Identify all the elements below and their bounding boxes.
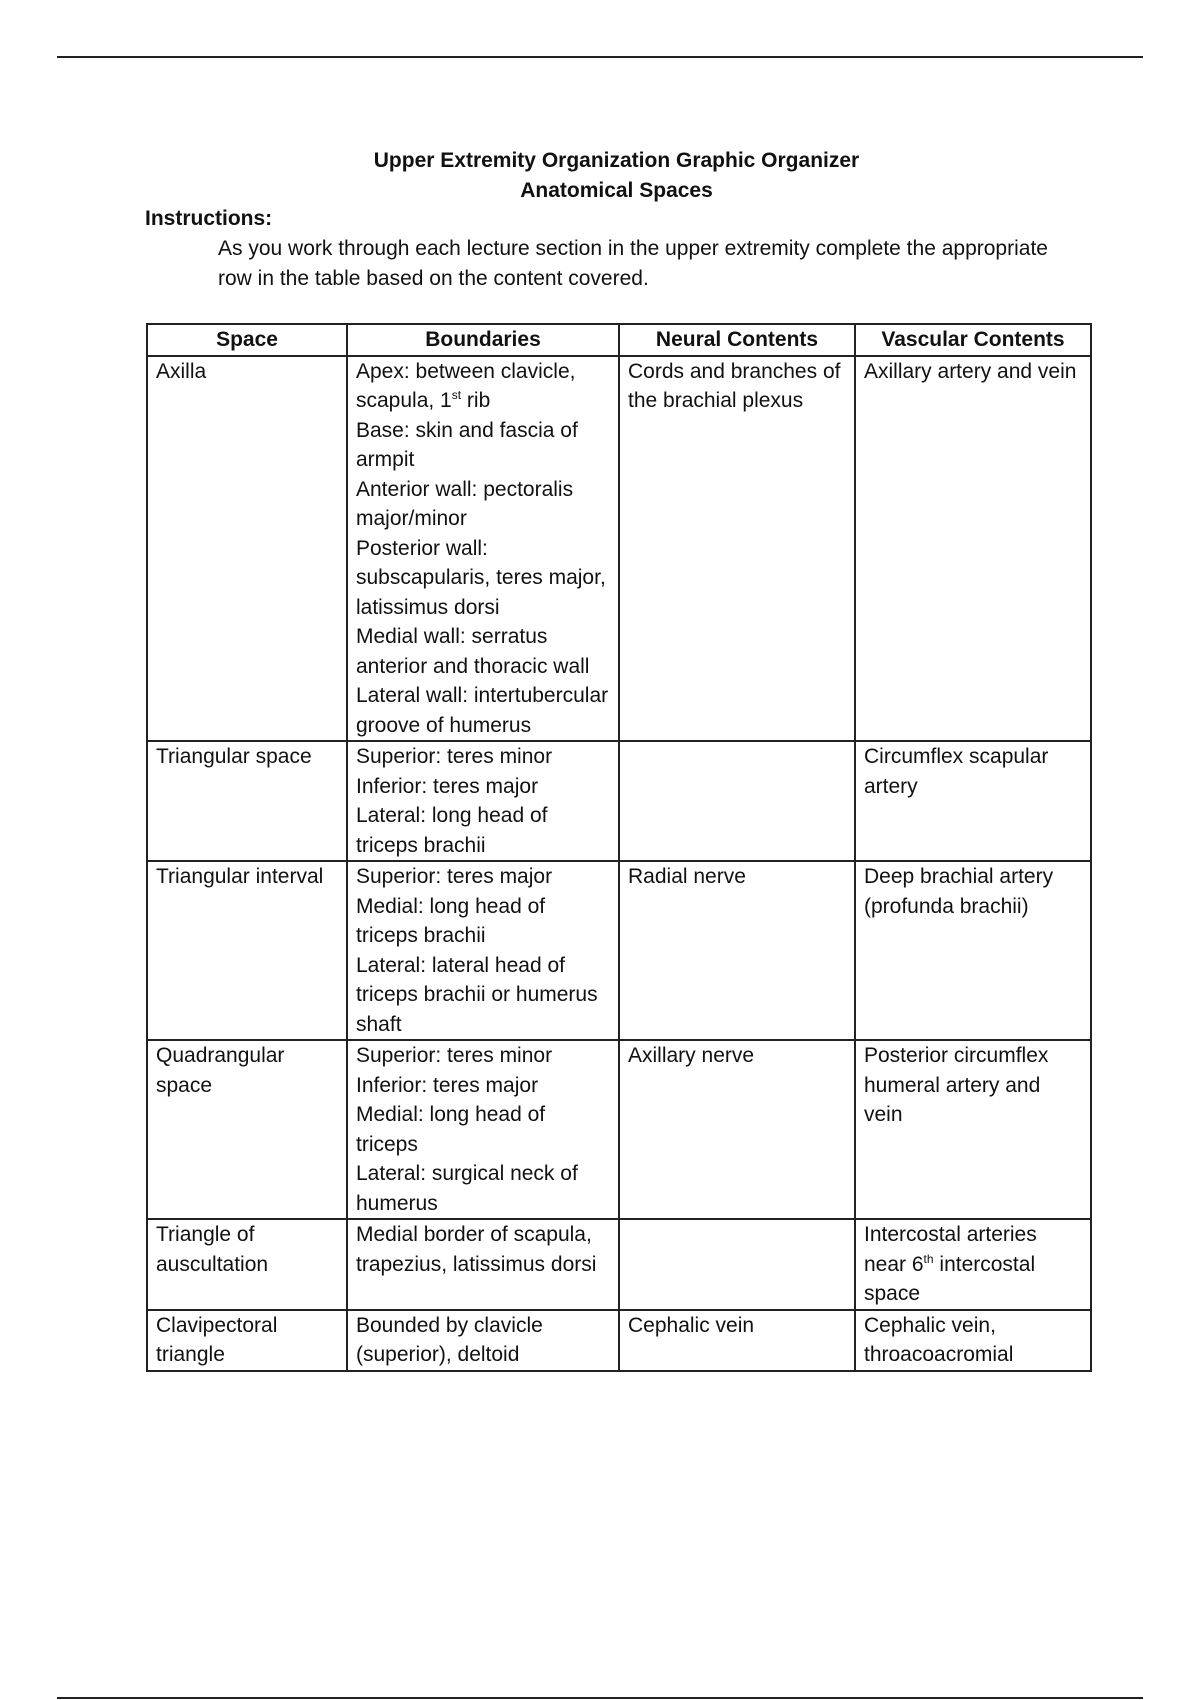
page-title: Upper Extremity Organization Graphic Organizer [373,149,860,172]
boundary-line: Lateral: lateral head of triceps brachii or humerus shaft [356,953,598,1036]
boundaries-cell [347,356,619,742]
boundary-line: Lateral wall: intertubercular groove of humerus [356,684,609,737]
space-cell: Triangle of auscultation [147,1219,347,1310]
ordinal-suffix: st [451,388,462,402]
header-rule [57,56,1143,58]
title-block [0,146,1200,206]
table-row [147,1219,1091,1310]
table-row [147,741,1091,861]
space-cell: Triangular space [147,741,347,861]
boundaries-cell [347,1219,619,1310]
boundaries-cell [347,741,619,861]
boundary-line: Inferior: teres major [356,774,539,798]
boundary-text: rib [461,389,491,412]
boundary-line: Lateral: long head of triceps brachii [356,804,548,857]
vascular-cell: Posterior circumflex humeral artery and vein [855,1040,1091,1219]
instructions-label: Instructions: [145,207,273,230]
table-row [147,1310,1091,1371]
table-header-row [147,324,1091,356]
footer-rule [57,1697,1143,1699]
neural-cell: Radial nerve [619,861,855,1040]
boundary-line: Apex: between clavicle, [356,359,576,383]
space-cell: Clavipectoral triangle [147,1310,347,1371]
boundary-line: Superior: teres major [356,865,553,888]
boundary-line: Medial border of scapula, trapezius, latissimus dorsi [356,1223,597,1276]
vascular-cell: Deep brachial artery (profunda brachii) [855,861,1091,1040]
boundary-line: Medial: long head of triceps [356,1103,546,1156]
anatomical-spaces-table [146,323,1092,1372]
table-row [147,861,1091,1040]
vascular-cell [855,1219,1091,1310]
boundary-line: Superior: teres minor [356,1044,553,1067]
boundary-line: Inferior: teres major [356,1073,539,1097]
table-row [147,1040,1091,1219]
neural-cell: Cephalic vein [619,1310,855,1371]
boundary-line: Medial: long head of triceps brachii [356,894,546,947]
header-neural-contents: Neural Contents [619,324,855,356]
boundaries-cell [347,1040,619,1219]
space-cell: Triangular interval [147,861,347,1040]
boundary-line: Anterior wall: pectoralis major/minor [356,477,574,530]
boundary-line: Bounded by clavicle (superior), deltoid [356,1313,543,1366]
ordinal-suffix: th [923,1251,934,1266]
space-cell: Axilla [147,356,347,742]
header-vascular-contents: Vascular Contents [855,324,1091,356]
header-boundaries: Boundaries [347,324,619,356]
header-space: Space [147,324,347,356]
boundary-line [356,386,610,416]
boundary-line: Lateral: surgical neck of humerus [356,1162,578,1215]
boundary-line: Base: skin and fascia of armpit [356,418,578,471]
neural-cell: Axillary nerve [619,1040,855,1219]
table-row [147,356,1091,742]
boundaries-cell [347,1310,619,1371]
space-cell: Quadrangular space [147,1040,347,1219]
page-subtitle: Anatomical Spaces [520,179,713,202]
boundary-line: Medial wall: serratus anterior and thoracic wall [356,625,590,678]
boundaries-cell [347,861,619,1040]
vascular-text: Intercostal arteries near 6 [864,1223,1037,1276]
boundary-line: Superior: teres minor [356,745,553,768]
vascular-text: intercostal space [864,1252,1036,1305]
boundary-text: scapula, 1 [356,389,452,412]
boundary-line: Posterior wall: subscapularis, teres major, latissimus dorsi [356,536,606,619]
instructions-text: As you work through each lecture section in the upper extremity complete the appropriate row in the table based on the content covered. [218,237,1048,290]
neural-cell [619,741,855,861]
neural-cell [619,1219,855,1310]
vascular-cell: Circumflex scapular artery [855,741,1091,861]
vascular-cell: Cephalic vein, throacoacromial [855,1310,1091,1371]
vascular-cell: Axillary artery and vein [855,356,1091,742]
neural-cell: Cords and branches of the brachial plexus [619,356,855,742]
